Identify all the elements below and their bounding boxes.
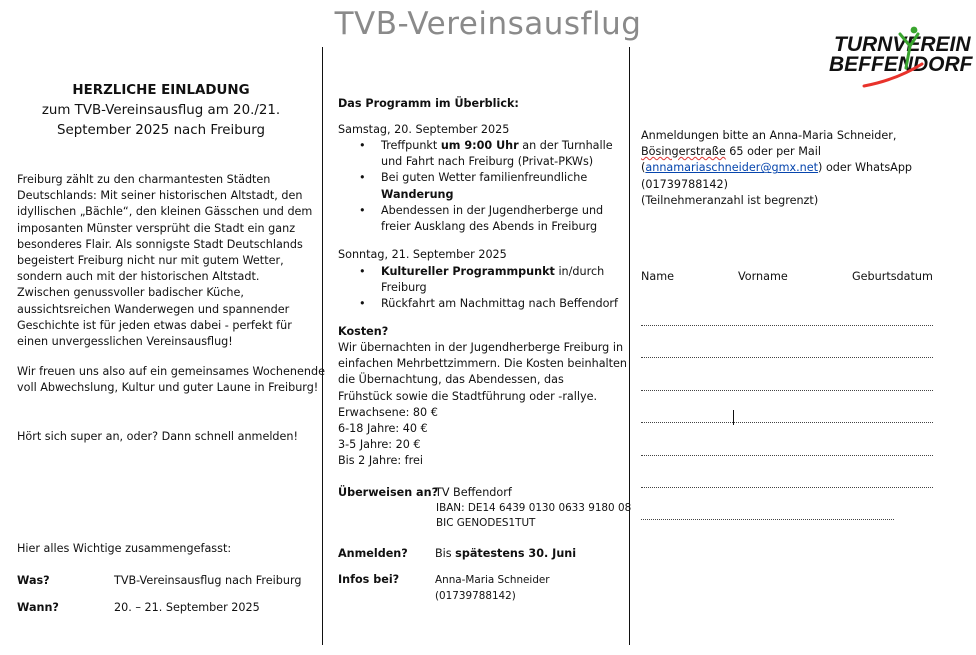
day2-heading: Sonntag, 21. September 2025: [338, 248, 507, 261]
register-label: Anmelden?: [338, 547, 408, 560]
signup-line-7[interactable]: [641, 519, 894, 520]
signup-line-6[interactable]: [641, 487, 933, 488]
day2-list: [338, 264, 623, 313]
invitation-subtitle-2: September 2025 nach Freiburg: [56, 123, 266, 138]
was-value: TVB-Vereinsausflug nach Freiburg: [114, 574, 302, 587]
wann-value: 20. – 21. September 2025: [114, 601, 260, 614]
invitation-subtitle-1: zum TVB-Vereinsausflug am 20./21.: [41, 103, 281, 118]
costs-paragraph: Wir übernachten in der Jugendherberge Freiburg in einfachen Mehrbettzimmern. Die Kosten beinhalten die Übernachtung, das Abendessen, das Frühstück sowie die Stadtführung oder -rallye. Erwachsene: 80 € 6-18 Jahre: 40 € 3-5 Jahre: 20 € Bis 2 Jahre: frei: [338, 341, 628, 468]
transfer-name: TV Beffendorf: [435, 486, 512, 499]
invitation-heading: HERZLICHE EINLADUNG: [72, 83, 250, 98]
column-header-name: Name: [641, 270, 675, 283]
registration-info: Anmeldungen bitte an Anna-Maria Schneider, Bösingerstraße 65 oder per Mail (annamariaschneider@gmx.net) oder WhatsApp (01739788142) (Teilnehmeranzahl ist begrenzt): [641, 129, 913, 207]
signup-line-4[interactable]: [641, 422, 933, 423]
info-label: Infos bei?: [338, 573, 400, 586]
info-name: Anna-Maria Schneider: [435, 574, 550, 586]
column-divider-right: [629, 47, 630, 645]
day1-heading: Samstag, 20. September 2025: [338, 123, 510, 136]
day1-list: [338, 138, 623, 235]
wann-label: Wann?: [17, 601, 59, 614]
list-item: • Kultureller Programmpunkt in/durch Freiburg: [338, 264, 623, 296]
joy-paragraph: Wir freuen uns also auf ein gemeinsames Wochenende voll Abwechslung, Kultur und guter Laune in Freiburg!: [17, 365, 325, 395]
street-name: Bösingerstraße: [641, 145, 726, 159]
column-header-geburtsdatum: Geburtsdatum: [852, 270, 933, 283]
intro-paragraph: Freiburg zählt zu den charmantesten Städten Deutschlands: Mit seiner historischen Altstadt, den idyllischen „Bächle“, den kleinen Gässchen und dem imposanten Münster versprüht die Stadt ein ganz besonderes Flair. Als sonnigste Stadt Deutschlands begeistert Freiburg nicht nur mit gutem Wetter, sondern auch mit der historischen Altstadt. Zwischen genussvoller badischer Küche, aussichtsreichen Wanderwegen und spannender Geschichte ist für jeden etwas dabei - perfekt für einen unvergesslichen Vereinsausflug!: [17, 173, 313, 349]
club-logo: [826, 24, 974, 90]
list-item: • Bei guten Wetter familienfreundliche Wanderung: [338, 170, 623, 202]
costs-heading: Kosten?: [338, 325, 389, 338]
signup-line-5[interactable]: [641, 455, 933, 456]
column-divider-left: [322, 47, 323, 645]
text-cursor: [733, 410, 734, 425]
signup-line-1[interactable]: [641, 325, 933, 326]
email-link[interactable]: annamariaschneider@gmx.net: [645, 161, 819, 175]
list-item: • Abendessen in der Jugendherberge und freier Ausklang des Abends in Freiburg: [338, 203, 623, 235]
column-header-vorname: Vorname: [738, 270, 788, 283]
call-to-action: Hört sich super an, oder? Dann schnell anmelden!: [17, 430, 298, 443]
was-label: Was?: [17, 574, 50, 587]
signup-line-3[interactable]: [641, 390, 933, 391]
club-logo-graphic: [826, 24, 974, 90]
list-item: • Treffpunkt um 9:00 Uhr an der Turnhalle und Fahrt nach Freiburg (Privat-PKWs): [338, 138, 623, 170]
program-heading: Das Programm im Überblick:: [338, 97, 519, 110]
register-deadline: Bis spätestens 30. Juni: [435, 547, 577, 560]
info-phone: (01739788142): [435, 590, 516, 602]
page-title: TVB-Vereinsausflug: [334, 6, 642, 42]
list-item: • Rückfahrt am Nachmittag nach Beffendorf: [338, 296, 623, 312]
logo-line2: BEFFENDORF: [829, 53, 973, 76]
bic: BIC GENODES1TUT: [436, 517, 536, 529]
iban: IBAN: DE14 6439 0130 0633 9180 08: [436, 502, 632, 514]
signup-line-2[interactable]: [641, 357, 933, 358]
logo-line1: TURNVEREIN: [834, 33, 971, 56]
summary-intro: Hier alles Wichtige zusammengefasst:: [17, 542, 232, 555]
transfer-label: Überweisen an?: [338, 486, 439, 499]
